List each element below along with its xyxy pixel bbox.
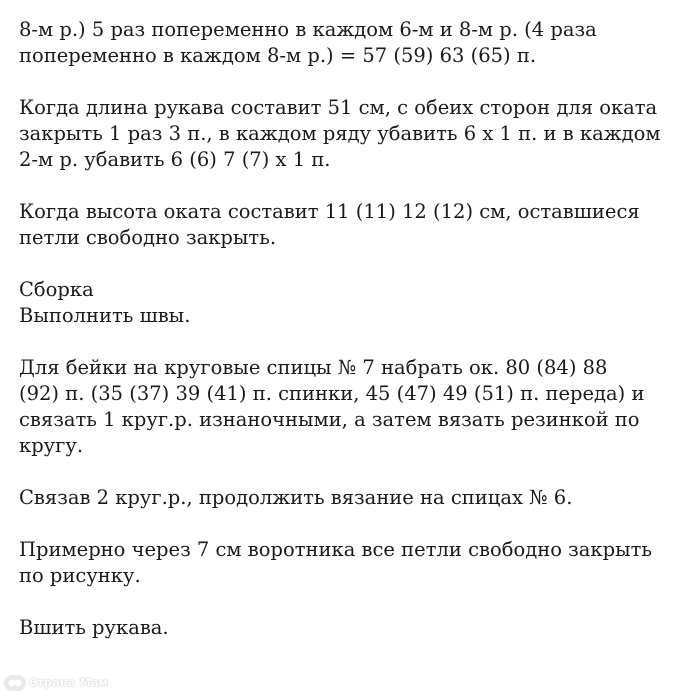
text-line: (92) п. (35 (37) 39 (41) п. спинки, 45 (47) 49 (51) п. переда) и (19, 382, 645, 405)
text-line: попеременно в каждом 8-м р.) = 57 (59) 63 (65) п. (19, 44, 537, 67)
watermark-logo-icon (4, 675, 26, 691)
section-heading: Сборка (19, 278, 94, 301)
paragraph-sleeve-decreases (19, 17, 689, 69)
text-line: петли свободно закрыть. (19, 226, 277, 249)
paragraph-assembly (19, 277, 689, 329)
text-line: Вшить рукава. (19, 616, 169, 639)
text-line: Когда длина рукава составит 51 см, с обеих сторон для оката (19, 96, 658, 119)
text-line: закрыть 1 раз 3 п., в каждом ряду убавить 6 х 1 п. и в каждом (19, 122, 661, 145)
text-line: Для бейки на круговые спицы № 7 набрать ок. 80 (84) 88 (19, 356, 608, 379)
watermark-text: Страна Мам (29, 676, 108, 689)
text-line: Связав 2 круг.р., продолжить вязание на спицах № 6. (19, 486, 573, 509)
text-line: 2-м р. убавить 6 (6) 7 (7) х 1 п. (19, 148, 331, 171)
paragraph-cap-bindoff (19, 199, 689, 251)
watermark-logo-shape (8, 678, 22, 688)
paragraph-neckband (19, 355, 689, 459)
paragraph-sew-sleeves (19, 615, 689, 641)
document-body (19, 17, 689, 667)
text-line: Выполнить швы. (19, 304, 191, 327)
text-line: по рисунку. (19, 564, 141, 587)
text-line: кругу. (19, 434, 84, 457)
paragraph-continue-knitting (19, 485, 689, 511)
text-line: Когда высота оката составит 11 (11) 12 (12) см, оставшиеся (19, 200, 640, 223)
paragraph-collar-bindoff (19, 537, 689, 589)
paragraph-sleeve-cap (19, 95, 689, 173)
text-line: связать 1 круг.р. изнаночными, а затем вязать резинкой по (19, 408, 640, 431)
watermark (4, 670, 108, 696)
text-line: Примерно через 7 см воротника все петли свободно закрыть (19, 538, 652, 561)
text-line: 8-м р.) 5 раз попеременно в каждом 6-м и 8-м р. (4 раза (19, 18, 597, 41)
